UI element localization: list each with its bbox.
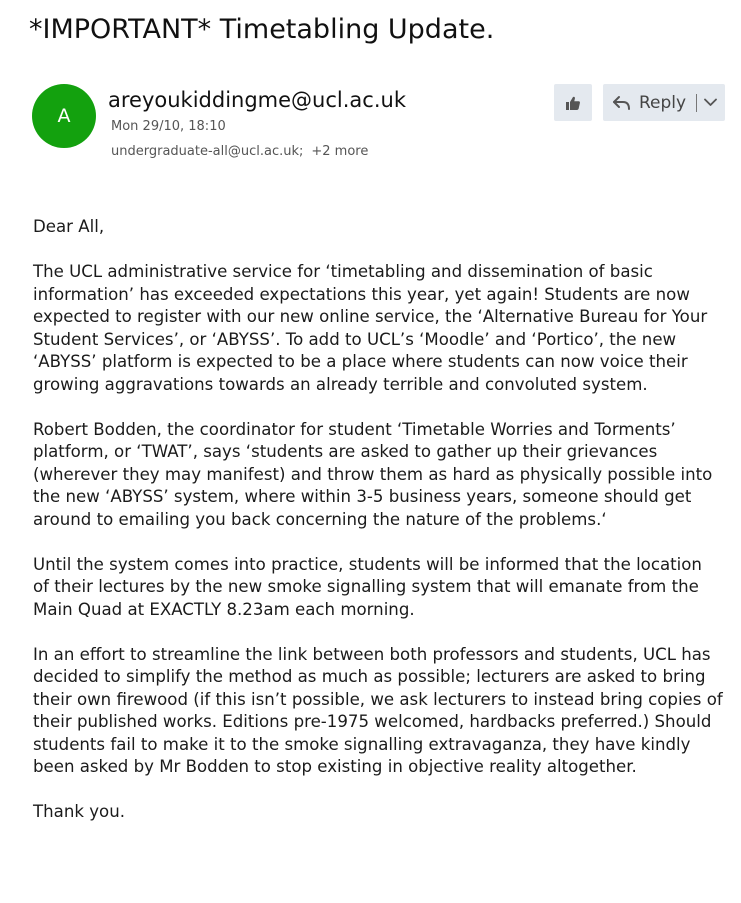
- avatar-initial: A: [57, 105, 71, 127]
- thumbs-up-icon: [565, 95, 581, 111]
- reply-label: Reply: [639, 92, 687, 113]
- body-paragraph: In an effort to streamline the link between both professors and students, UCL has decided to simplify the method as much as possible; lecturers are asked to bring their own firewood (if this isn’t possible, we ask lecturers to instead bring copies of their published works. Editions pre-1975 welcomed, hardbacks preferred.) Should students fail to make it to the smoke signalling extravaganza, they have kindly been asked by Mr Bodden to stop existing in objective reality altogether.: [33, 644, 723, 776]
- greeting: Dear All,: [33, 217, 105, 236]
- more-recipients-link[interactable]: +2 more: [311, 144, 369, 159]
- reply-arrow-icon: [612, 95, 631, 111]
- email-subject: *IMPORTANT* Timetabling Update.: [29, 14, 495, 45]
- chevron-down-icon: [704, 98, 717, 107]
- body-paragraph: The UCL administrative service for ‘timetabling and dissemination of basic information’ has exceeded expectations this year, yet again! Students are now expected to register with our new online service, the ‘Alternative Bureau for Your Student Services’, or ‘ABYSS’. To add to UCL’s ‘Moodle’ and ‘Portico’, the new ‘ABYSS’ platform is expected to be a place where students can now voice their growing aggravations towards an already terrible and convoluted system.: [33, 262, 708, 394]
- sender-address[interactable]: areyoukiddingme@ucl.ac.uk: [108, 88, 406, 112]
- email-body: [33, 216, 723, 846]
- sent-date: Mon 29/10, 18:10: [111, 119, 226, 134]
- like-button[interactable]: [554, 84, 592, 121]
- body-paragraph: Robert Bodden, the coordinator for student ‘Timetable Worries and Torments’ platform, or ‘TWAT’, says ‘students are asked to gather up their grievances (wherever they may manifest) and throw them as hard as physically possible into the new ‘ABYSS’ system, where within 3-5 business years, someone should get around to emailing you back concerning the nature of the problems.‘: [33, 419, 713, 529]
- body-paragraph: Until the system comes into practice, students will be informed that the location of their lectures by the new smoke signalling system that will emanate from the Main Quad at EXACTLY 8.23am each morning.: [33, 554, 702, 619]
- reply-button-group: [603, 84, 725, 121]
- reply-options-button[interactable]: [697, 84, 723, 121]
- recipients-line: [111, 144, 368, 159]
- recipient-to[interactable]: undergraduate-all@ucl.ac.uk;: [111, 144, 304, 159]
- avatar[interactable]: [32, 84, 96, 148]
- reply-button[interactable]: [603, 84, 686, 121]
- closing: Thank you.: [33, 802, 125, 821]
